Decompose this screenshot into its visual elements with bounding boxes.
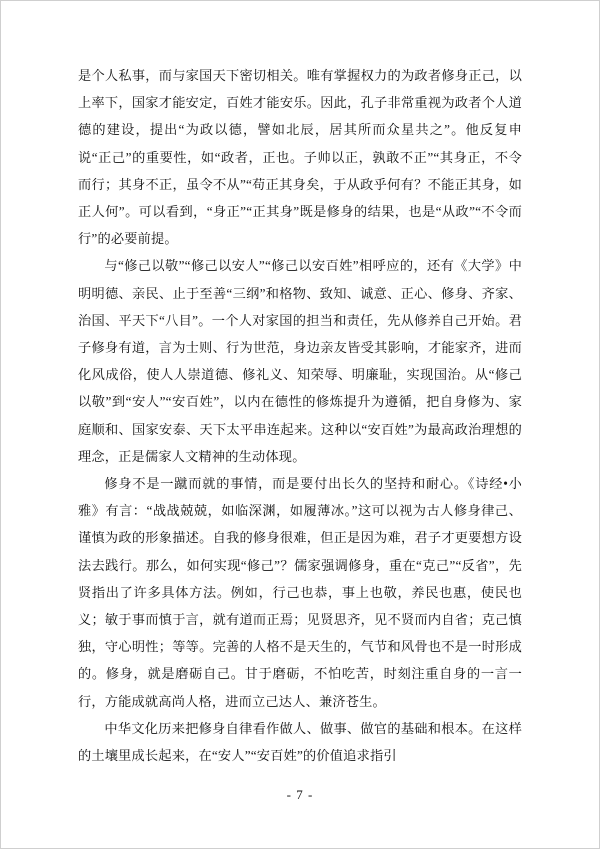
paragraph-4: 中华文化历来把修身自律看作做人、做事、做官的基础和根本。在这样的土壤里成长起来，在“安人”“安百姓”的价值追求指引: [78, 720, 522, 764]
page-body: [78, 62, 522, 769]
paragraph-3: 修身不是一蹴而就的事情，而是要付出长久的坚持和耐心。《诗经•小雅》有言：“战战兢兢，如临深渊，如履薄冰。”这可以视为古人修身律己、谨慎为政的形象描述。自我的修身很难，但正是因为难，君子才更要想方设法去践行。那么，如何实现“修己”？儒家强调修身，重在“克己”“反省”，先贤指出了许多具体方法。例如，行己也恭，事上也敬，养民也惠，使民也义；敏于事而慎于言，就有道而正焉；见贤思齐，见不贤而内自省；克己慎独，守心明性；等等。完善的人格不是天生的，气节和风骨也不是一时形成的。修身，就是磨砺自己。甘于磨砺，不怕吃苦，时刻注重自身的一言一行，方能成就高尚人格，进而立己达人、兼济苍生。: [78, 476, 522, 709]
page-number: - 7 -: [286, 787, 314, 802]
paragraph-1: 是个人私事，而与家国天下密切相关。唯有掌握权力的为政者修身正己，以上率下，国家才能安定，百姓才能安乐。因此，孔子非常重视为政者个人道德的建设，提出“为政以德，譬如北辰，居其所而众星共之”。他反复申说“正己”的重要性，如“政者，正也。子帅以正，孰敢不正”“其身正，不令而行；其身不正，虽令不从”“苟正其身矣，于从政乎何有？不能正其身，如正人何”。可以看到，“身正”“正其身”既是修身的结果，也是“从政”“不令而行”的必要前提。: [78, 68, 522, 247]
paragraph-2: 与“修己以敬”“修己以安人”“修己以安百姓”相呼应的，还有《大学》中明明德、亲民、止于至善“三纲”和格物、致知、诚意、正心、修身、齐家、治国、平天下“八目”。一个人对家国的担当和责任，先从修养自己开始。君子修身有道，言为士则、行为世范，身边亲友皆受其影响，才能家齐，进而化风成俗，使人人崇道德、修礼义、知荣辱、明廉耻，实现国治。从“修己以敬”到“安人”“安百姓”，以内在德性的修炼提升为遵循，把自身修为、家庭顺和、国家安泰、天下太平串连起来。这种以“安百姓”为最高政治理想的理念，正是儒家人文精神的生动体现。: [78, 258, 522, 464]
